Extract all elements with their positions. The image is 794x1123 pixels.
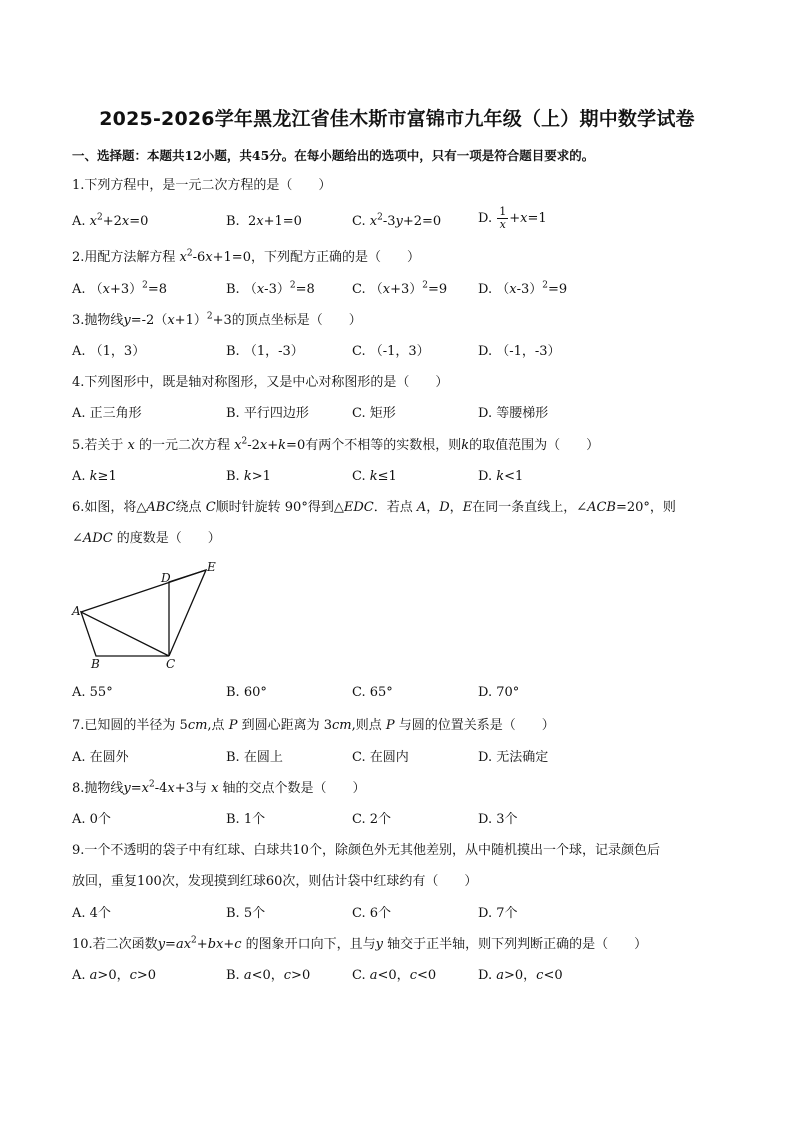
label-a: A [72,604,81,618]
q9-option-a: A. 4个 [72,906,111,921]
q3-option-b: B. （1，-3） [226,344,304,359]
question-7: 7.已知圆的半径为 5cm,点 P 到圆心距离为 3cm,则点 P 与圆的位置关系是（ ） [72,718,555,733]
q4-option-b: B. 平行四边形 [226,406,309,421]
q7-option-d: D. 无法确定 [478,750,549,765]
q4-option-d: D. 等腰梯形 [478,406,549,421]
q10-option-a: A. a>0，c>0 [72,968,157,983]
question-5: 5.若关于 x 的一元二次方程 $x^2-2x+k=0$有两个不相等的实数根，则k的取值范围为（ ） [72,436,600,453]
q5-option-c: C. k≤1 [352,469,397,484]
q1-option-c: C. $x^2-3y+2=0$ [352,212,442,229]
q2-option-c: C. $(x+3)^2=9$ [352,280,448,297]
q4-option-a: A. 正三角形 [72,406,142,421]
q8-option-c: C. 2个 [352,812,392,827]
question-1: 1.下列方程中，是一元二次方程的是（ ） [72,178,332,193]
question-8: 8.抛物线$y=x^2-4x+3$与 x 轴的交点个数是（ ） [72,779,366,796]
question-10: 10.若二次函数$y=ax^2+bx+c$ 的图象开口向下，且与y 轴交于正半轴，则下列判断正确的是（ ） [72,935,648,952]
fraction-1-over-x: $\frac{1}{x}$ [499,205,507,231]
q7-option-a: A. 在圆外 [72,750,129,765]
segment-ae [81,570,206,612]
q2-option-b: B. $(x-3)^2=8$ [226,280,315,297]
label-e: E [207,560,216,574]
question-4: 4.下列图形中，既是轴对称图形，又是中心对称图形的是（ ） [72,375,449,390]
question-9-line-1: 9.一个不透明的袋子中有红球、白球共10个，除颜色外无其他差别，从中随机摸出一个球，记录颜色后 [72,843,660,858]
question-6-line-2: ∠ADC 的度数是（ ） [72,531,221,546]
question-6-line-1: 6.如图，将△ABC绕点 C顺时针旋转 90°得到△EDC．若点 A，D，E在同一条直线上，∠ACB=20°，则 [72,500,676,515]
question-9-line-2: 放回，重复100次，发现摸到红球60次，则估计袋中红球约有（ ） [72,874,478,889]
q4-option-c: C. 矩形 [352,406,396,421]
q2-option-a: A. $(x+3)^2=8$ [72,280,168,297]
q8-option-a: A. 0个 [72,812,111,827]
q9-option-c: C. 6个 [352,906,392,921]
q1-option-b: B. 2x+1=0 [226,214,302,229]
q7-option-c: C. 在圆内 [352,750,409,765]
q9-option-b: B. 5个 [226,906,266,921]
q10-option-b: B. a<0，c>0 [226,968,311,983]
label-b: B [91,657,100,670]
q5-option-a: A. k≥1 [72,469,117,484]
label-d: D [161,571,171,585]
q8-option-d: D. 3个 [478,812,518,827]
q5-option-b: B. k>1 [226,469,271,484]
q6-option-c: C. 65° [352,685,393,700]
q5-option-d: D. k<1 [478,469,524,484]
q3-option-d: D. （-1，-3） [478,344,561,359]
q3-option-a: A. （1，3） [72,344,146,359]
q10-option-c: C. a<0，c<0 [352,968,437,983]
geometry-figure [66,560,226,670]
q3-option-c: C. （-1，3） [352,344,430,359]
label-c: C [166,657,176,670]
q9-option-d: D. 7个 [478,906,518,921]
section-heading: 一、选择题：本题共12小题，共45分。在每小题给出的选项中，只有一项是符合题目要求的。 [72,148,595,163]
q8-option-b: B. 1个 [226,812,266,827]
q6-option-d: D. 70° [478,685,520,700]
q10-option-d: D. a>0，c<0 [478,968,563,983]
q1-option-a: A. $x^2+2x=0$ [72,212,149,229]
q2-option-d: D. $(x-3)^2=9$ [478,280,568,297]
page-title: 2025-2026学年黑龙江省佳木斯市富锦市九年级（上）期中数学试卷 [99,108,695,130]
triangle-abc [81,612,169,656]
q6-option-a: A. 55° [72,685,113,700]
question-2: 2.用配方法解方程 $x^2-6x+1=0$，下列配方正确的是（ ） [72,248,420,265]
q1-option-d: D. $\frac{1}{x}$ +x=1 [478,205,547,231]
q7-option-b: B. 在圆上 [226,750,283,765]
q6-option-b: B. 60° [226,685,267,700]
question-3: 3.抛物线$y=-2(x+1)^2+3$的顶点坐标是（ ） [72,311,362,328]
triangle-edc [169,570,206,656]
